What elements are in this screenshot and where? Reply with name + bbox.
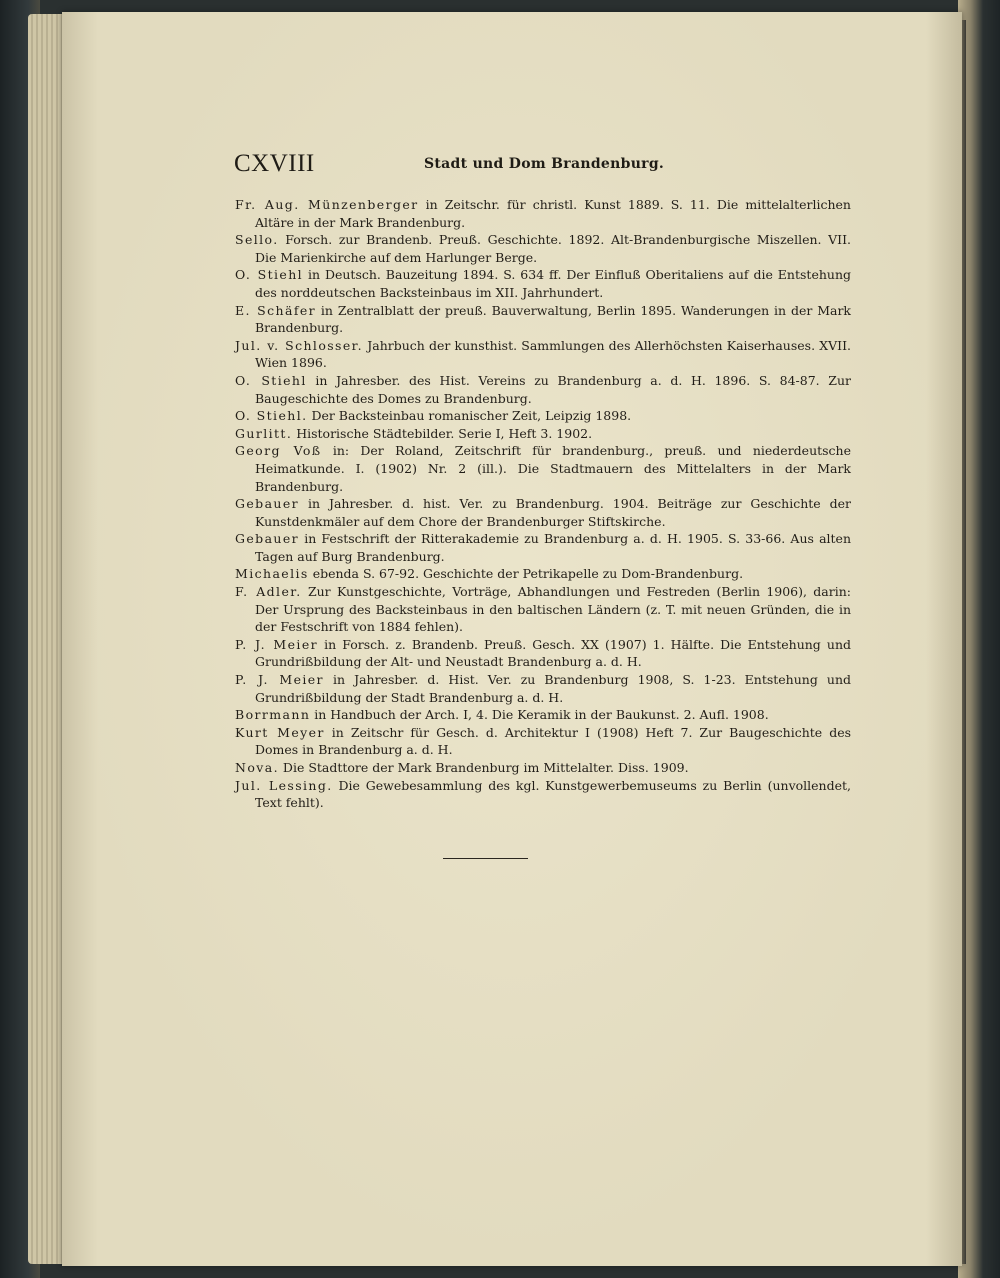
bibliography-entry (235, 495, 851, 530)
entry-text: Der Backsteinbau romanischer Zeit, Leipzig 1898. (307, 408, 632, 424)
entry-author: Jul. Lessing. (235, 777, 333, 793)
entry-author: Gebauer (235, 496, 300, 512)
entry-author: F. Adler. (235, 584, 302, 600)
entry-text: in Handbuch der Arch. I, 4. Die Keramik in der Baukunst. 2. Aufl. 1908. (310, 707, 769, 723)
bibliography-entry (235, 442, 851, 495)
bibliography-entry (235, 196, 851, 231)
entry-author: P. J. Meier (235, 672, 324, 688)
bibliography-entry (235, 636, 851, 671)
bibliography-entry (235, 425, 851, 443)
page-header (234, 150, 854, 184)
bibliography-entry (235, 777, 851, 812)
entry-text: Die Stadttore der Mark Brandenburg im Mittelalter. Diss. 1909. (278, 760, 689, 775)
bibliography-entry (235, 337, 851, 372)
entry-author: Georg Voß (235, 443, 322, 459)
bibliography-entry (235, 706, 851, 724)
bibliography-entry (235, 759, 851, 777)
page-number: CXVIII (234, 150, 315, 177)
bibliography-entry (235, 231, 851, 266)
entry-text: ebenda S. 67-92. Geschichte der Petrikapelle zu Dom-Brandenburg. (308, 566, 744, 582)
bibliography-list (235, 196, 851, 812)
bibliography-entry (235, 671, 851, 706)
entry-text: Forsch. zur Brandenb. Preuß. Geschichte. 1892. Alt-Brandenburgische Miszellen. VII. Die Marienkirche auf dem Harlunger Berge. (255, 232, 851, 265)
bibliography-entry (235, 583, 851, 636)
entry-text: Historische Städtebilder. Serie I, Heft 3. 1902. (292, 425, 593, 441)
entry-text: in Jahresber. d. hist. Ver. zu Brandenburg. 1904. Beiträge zur Geschichte der Kunstdenkmäler auf dem Chore der Brandenburger Stiftskirche. (255, 496, 851, 529)
bibliography-entry (235, 530, 851, 565)
bibliography-entry (235, 372, 851, 407)
entry-author: Jul. v. Schlosser. (235, 337, 364, 353)
entry-author: P. J. Meier (235, 636, 318, 652)
entry-text: Jahrbuch der kunsthist. Sammlungen des Allerhöchsten Kaiserhauses. XVII. Wien 1896. (255, 337, 852, 371)
bibliography-entry (235, 266, 851, 301)
entry-text: Die Gewebesammlung des kgl. Kunstgewerbemuseums zu Berlin (unvollendet, Text fehlt). (255, 777, 851, 811)
entry-author: Borrmann (235, 707, 311, 723)
entry-author: E. Schäfer (235, 302, 317, 318)
entry-author: O. Stiehl (235, 372, 307, 388)
entry-author: Fr. Aug. Münzenberger (235, 197, 419, 212)
entry-author: Gurlitt. (235, 425, 293, 441)
running-title: Stadt und Dom Brandenburg. (424, 156, 665, 172)
entry-author: Gebauer (235, 531, 300, 547)
entry-text: in: Der Roland, Zeitschrift für brandenburg., preuß. und niederdeutsche Heimatkunde. I. (1902) Nr. 2 (ill.). Die Stadtmauern des Mittelalters in der Mark Brandenburg. (255, 443, 852, 494)
entry-author: Kurt Meyer (235, 724, 325, 740)
section-divider (443, 858, 528, 859)
entry-text: in Jahresber. d. Hist. Ver. zu Brandenburg 1908, S. 1-23. Entstehung und Grundrißbildung der Stadt Brandenburg a. d. H. (255, 672, 851, 705)
entry-text: in Jahresber. des Hist. Vereins zu Brandenburg a. d. H. 1896. S. 84-87. Zur Baugeschichte des Domes zu Brandenburg. (255, 372, 851, 406)
entry-text: in Zentralblatt der preuß. Bauverwaltung, Berlin 1895. Wanderungen in der Mark Brandenburg. (255, 302, 851, 336)
bibliography-entry (235, 302, 851, 337)
entry-text: in Deutsch. Bauzeitung 1894. S. 634 ff. Der Einfluß Oberitaliens auf die Entstehung des norddeutschen Backsteinbaus im XII. Jahrhundert. (255, 267, 851, 300)
entry-author: Nova. (235, 760, 279, 775)
bibliography-entry (235, 407, 851, 425)
bibliography-entry (235, 724, 851, 759)
entry-text: in Festschrift der Ritterakademie zu Brandenburg a. d. H. 1905. S. 33-66. Aus alten Tagen auf Burg Brandenburg. (255, 531, 851, 564)
entry-text: in Zeitschr für Gesch. d. Architektur I (1908) Heft 7. Zur Baugeschichte des Domes in Brandenburg a. d. H. (255, 724, 852, 758)
entry-text: in Zeitschr. für christl. Kunst 1889. S. 11. Die mittelalterlichen Altäre in der Mark Brandenburg. (255, 197, 851, 230)
bibliography-entry (235, 565, 851, 583)
entry-author: Sello. (235, 232, 279, 248)
entry-author: O. Stiehl. (235, 408, 308, 424)
entry-text: Zur Kunstgeschichte, Vorträge, Abhandlungen und Festreden (Berlin 1906), darin: Der Ursprung des Backsteinbaus in den baltischen Ländern (z. T. mit neuen Gründen, die in der Festschrift von 1884 fehlen). (255, 584, 851, 635)
entry-author: O. Stiehl (235, 267, 304, 283)
entry-author: Michaelis (235, 566, 309, 582)
entry-text: in Forsch. z. Brandenb. Preuß. Gesch. XX (1907) 1. Hälfte. Die Entstehung und Grundrißbildung der Alt- und Neustadt Brandenburg a. d. H. (255, 636, 851, 670)
